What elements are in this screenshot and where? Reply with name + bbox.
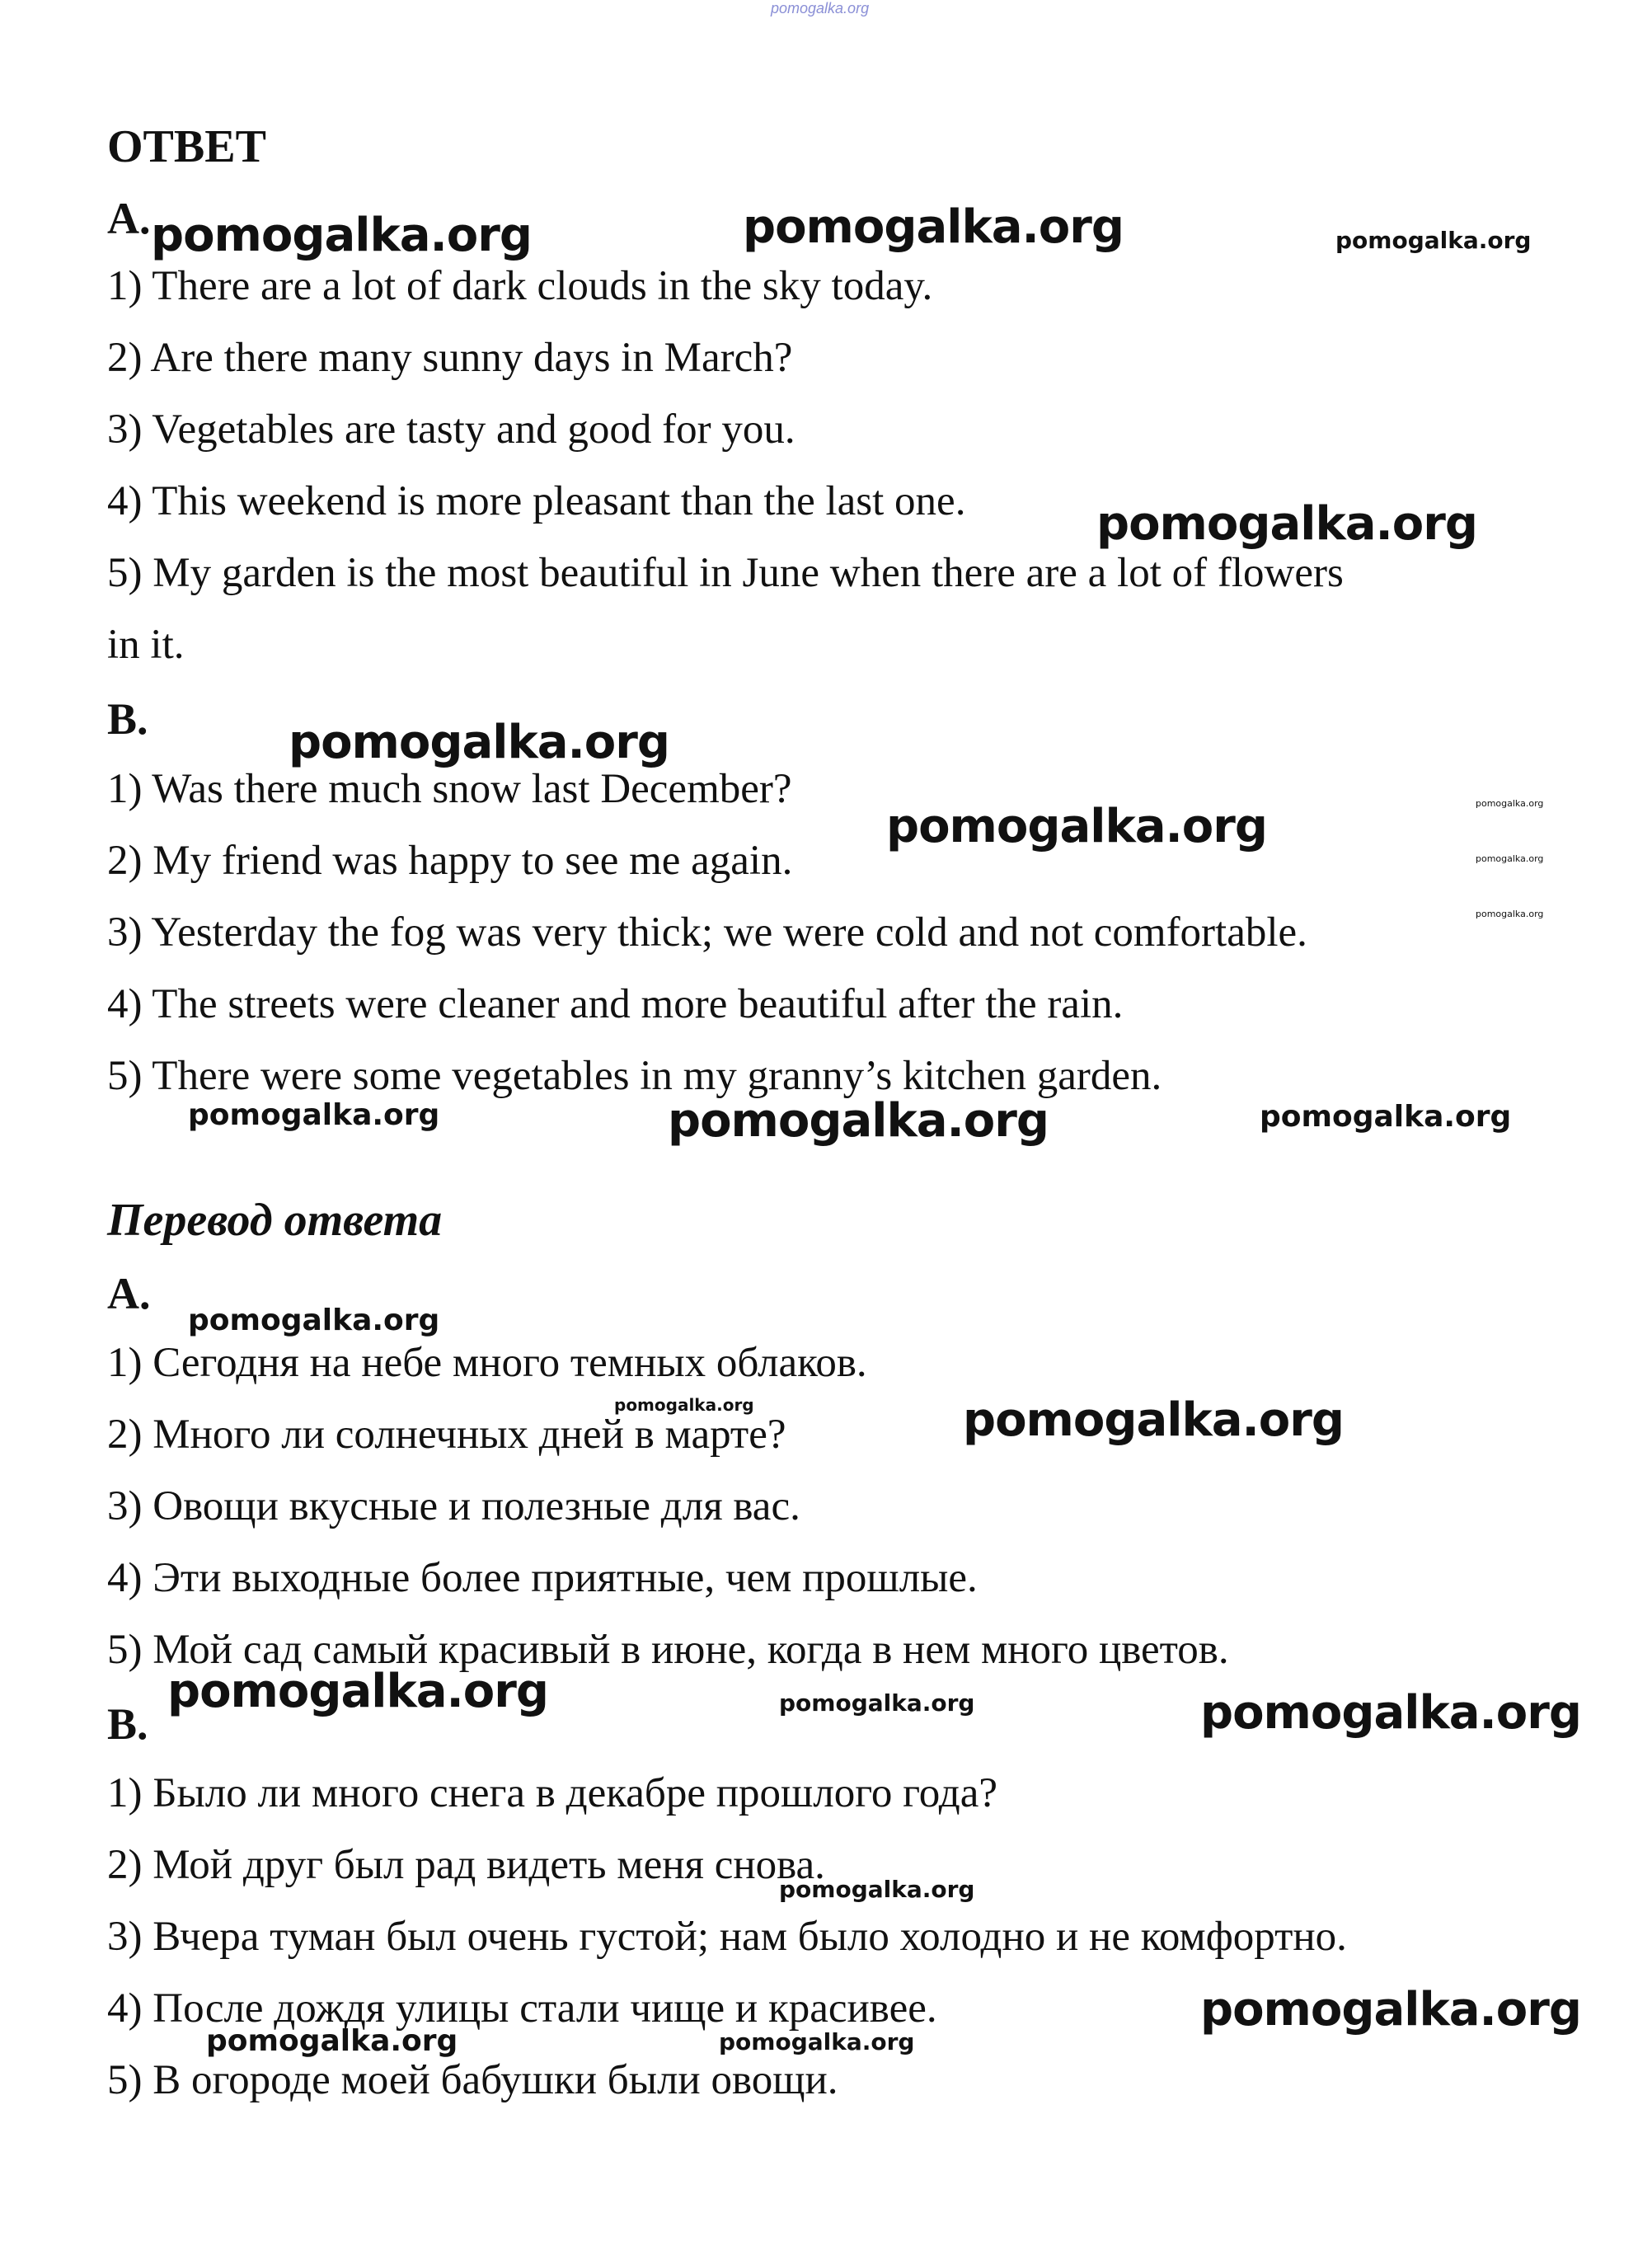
watermark-text: pomogalka.org: [1200, 1983, 1581, 2037]
watermark-text: pomogalka.org: [1335, 227, 1532, 254]
answer-section-b-label: B.: [107, 694, 148, 744]
translation-a-item-1: 1) Сегодня на небе много темных облаков.: [107, 1340, 867, 1386]
answer-a-item-5: 5) My garden is the most beautiful in June when there are a lot of flowers: [107, 550, 1344, 596]
answer-b-item-3: 3) Yesterday the fog was very thick; we were cold and not comfortable.: [107, 909, 1307, 956]
translation-a-item-3: 3) Овощи вкусные и полезные для вас.: [107, 1483, 800, 1529]
translation-a-item-5: 5) Мой сад самый красивый в июне, когда в нем много цветов.: [107, 1627, 1229, 1673]
watermark-text: pomogalka.org: [614, 1395, 754, 1415]
translation-section-a-label: A.: [107, 1269, 151, 1318]
answer-a-item-5-cont: in it.: [107, 622, 185, 668]
answer-a-item-3: 3) Vegetables are tasty and good for you.: [107, 406, 795, 453]
translation-section-b-label: B.: [107, 1699, 148, 1749]
watermark-text: pomogalka.org: [1096, 497, 1477, 551]
watermark-text: pomogalka.org: [206, 2024, 458, 2058]
translation-b-item-1: 1) Было ли много снега в декабре прошлого года?: [107, 1770, 998, 1816]
watermark-text: pomogalka.org: [1476, 853, 1544, 864]
watermark-text: pomogalka.org: [743, 200, 1124, 254]
watermark-text: pomogalka.org: [886, 800, 1267, 853]
watermark-text: pomogalka.org: [779, 1876, 975, 1903]
watermark-text: pomogalka.org: [289, 716, 669, 769]
answer-title: ОТВЕТ: [107, 121, 266, 172]
answer-section-a-label: A.: [107, 194, 151, 243]
answer-a-item-1: 1) There are a lot of dark clouds in the sky today.: [107, 263, 933, 309]
watermark-text: pomogalka.org: [668, 1094, 1049, 1148]
watermark-text: pomogalka.org: [188, 1304, 440, 1337]
watermark-text: pomogalka.org: [1200, 1686, 1581, 1740]
answer-b-item-5: 5) There were some vegetables in my granny’s kitchen garden.: [107, 1053, 1162, 1099]
watermark-text: pomogalka.org: [1476, 909, 1544, 919]
watermark-text: pomogalka.org: [151, 209, 532, 262]
watermark-text: pomogalka.org: [1476, 798, 1544, 809]
watermark-text: pomogalka.org: [779, 1689, 975, 1717]
translation-b-item-3: 3) Вчера туман был очень густой; нам было холодно и не комфортно.: [107, 1914, 1347, 1960]
watermark-text: pomogalka.org: [719, 2028, 915, 2055]
answer-b-item-4: 4) The streets were cleaner and more beautiful after the rain.: [107, 981, 1124, 1027]
watermark-text: pomogalka.org: [963, 1393, 1344, 1447]
translation-a-item-4: 4) Эти выходные более приятные, чем прошлые.: [107, 1555, 978, 1601]
answer-b-item-2: 2) My friend was happy to see me again.: [107, 838, 793, 884]
watermark-text: pomogalka.org: [188, 1098, 440, 1132]
answer-a-item-2: 2) Are there many sunny days in March?: [107, 335, 793, 381]
top-watermark: pomogalka.org: [771, 0, 870, 16]
translation-a-item-2: 2) Много ли солнечных дней в марте?: [107, 1412, 786, 1458]
answer-b-item-1: 1) Was there much snow last December?: [107, 766, 792, 812]
translation-b-item-2: 2) Мой друг был рад видеть меня снова.: [107, 1842, 825, 1888]
watermark-text: pomogalka.org: [1260, 1100, 1512, 1134]
watermark-text: pomogalka.org: [167, 1665, 548, 1718]
answer-a-item-4: 4) This weekend is more pleasant than the last one.: [107, 478, 966, 524]
translation-b-item-5: 5) В огороде моей бабушки были овощи.: [107, 2057, 838, 2103]
translation-b-item-4: 4) После дождя улицы стали чище и красивее.: [107, 1985, 937, 2032]
translation-title: Перевод ответа: [107, 1195, 443, 1246]
